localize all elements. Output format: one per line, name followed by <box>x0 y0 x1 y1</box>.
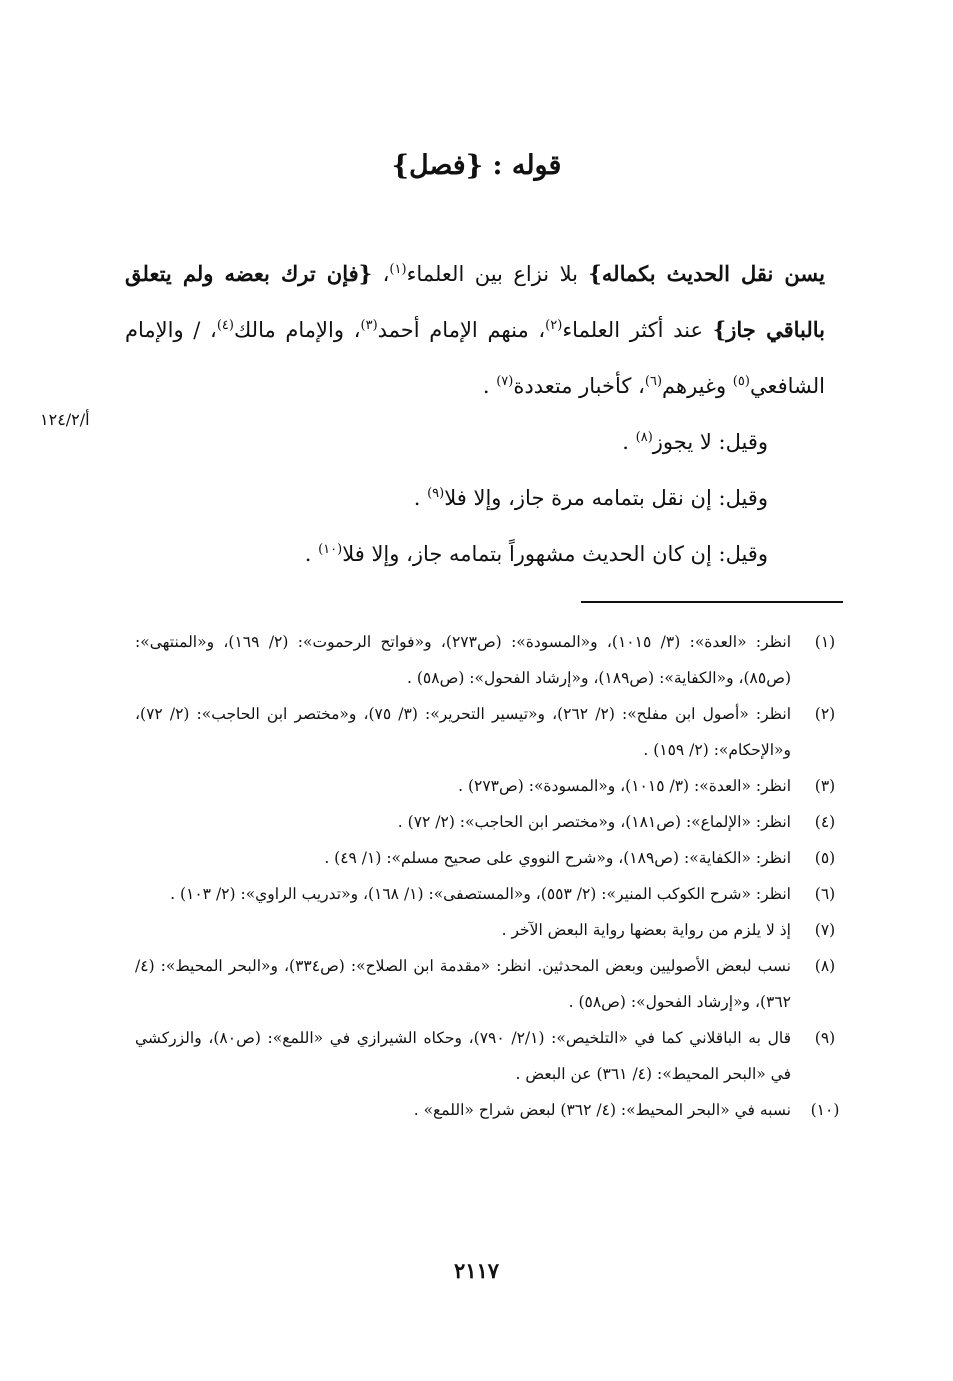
text-span: وقيل: لا يجوز <box>652 430 768 454</box>
text-span: . <box>482 374 497 398</box>
footnote-number: (٨) <box>814 957 836 975</box>
footnote-item <box>135 624 845 696</box>
text-span: ، كأخبار متعددة <box>513 374 645 398</box>
text-span: وغيرهم <box>662 374 733 398</box>
text-span: بلا نزاع بين العلماء <box>406 262 589 286</box>
footnote-number: (٣) <box>814 777 836 795</box>
footnote-number: (٥) <box>814 849 836 867</box>
paragraph-1 <box>125 244 825 412</box>
text-span: ، والإمام مالك <box>233 318 361 342</box>
footnote-text: انظر: «الإلماع»: (ص١٨١)، و«مختصر ابن الحاجب»: (٢/ ٧٢) . <box>397 813 791 831</box>
footnote-number: (٧) <box>814 921 836 939</box>
footnote-ref-5[interactable]: (٥) <box>732 374 750 389</box>
footnote-item <box>135 804 845 840</box>
footnote-ref-6[interactable]: (٦) <box>644 374 663 389</box>
section-heading: قوله : {فصل} <box>391 150 562 181</box>
bold-quote-1: يسن نقل الحديث بكماله} <box>588 261 825 286</box>
footnote-number: (٤) <box>814 813 836 831</box>
footnote-text: انظر: «شرح الكوكب المنير»: (٢/ ٥٥٣)، و«المستصفى»: (١/ ١٦٨)، و«تدريب الراوي»: (٢/ ١٠٣) . <box>170 885 791 903</box>
text-span: عند أكثر العلماء <box>562 318 713 342</box>
footnote-text: انظر: «الكفاية»: (ص١٨٩)، و«شرح النووي على صحيح مسلم»: (١/ ٤٩) . <box>324 849 791 867</box>
footnote-ref-8[interactable]: (٨) <box>635 430 653 445</box>
footnote-ref-1[interactable]: (١) <box>389 262 407 277</box>
footnote-text: انظر: «العدة»: (٣/ ١٠١٥)، و«المسودة»: (ص٢٧٣) . <box>458 777 791 795</box>
footnotes-list <box>135 624 845 1128</box>
manuscript-folio-note: أ/١٢٤/٢ <box>40 410 90 429</box>
footnote-number: (٦) <box>814 885 836 903</box>
footnote-text: انظر: «أصول ابن مفلح»: (٢/ ٢٦٢)، و«تيسير التحرير»: (٣/ ٧٥)، و«مختصر ابن الحاجب»: (٢/ ٧٢)، و«الإحكام»: (٢/ ١٥٩) . <box>135 705 792 759</box>
footnote-item <box>135 876 845 912</box>
footnote-number: (١) <box>814 633 836 651</box>
paragraph-2 <box>125 412 825 468</box>
footnote-item <box>135 768 845 804</box>
page-number: ٢١١٧ <box>453 1258 500 1283</box>
text-span: . <box>304 542 319 566</box>
footnote-text: نسبه في «البحر المحيط»: (٤/ ٣٦٢) لبعض شراح «اللمع» . <box>413 1101 791 1119</box>
footnote-text: نسب لبعض الأصوليين وبعض المحدثين. انظر: «مقدمة ابن الصلاح»: (ص٣٣٤)، و«البحر المحيط»: (٤/ ٣٦٢)، و«إرشاد الفحول»: (ص٥٨) . <box>135 957 791 1011</box>
text-span: وقيل: إن كان الحديث مشهوراً بتمامه جاز، وإلا فلا <box>342 542 768 566</box>
footnote-number: (١٠) <box>810 1101 840 1119</box>
text-span: ، منهم الإمام أحمد <box>377 318 546 342</box>
main-text <box>125 244 825 580</box>
footnote-ref-3[interactable]: (٣) <box>360 318 378 333</box>
footnote-item <box>135 696 845 768</box>
paragraph-3 <box>125 468 825 524</box>
footnote-item <box>135 912 845 948</box>
text-span: وقيل: إن نقل بتمامه مرة جاز، وإلا فلا <box>444 486 768 510</box>
footnote-ref-2[interactable]: (٢) <box>545 318 563 333</box>
bold-quote-2: {فإن ترك بعضه ولم يتعلق بالباقي جاز} <box>125 261 826 342</box>
text-span: ، / والإمام الشافعي <box>125 318 825 398</box>
footnote-text: إذ لا يلزم من رواية بعضها رواية البعض الآخر . <box>501 921 791 939</box>
footnote-item <box>135 840 845 876</box>
footnote-ref-7[interactable]: (٧) <box>496 374 514 389</box>
text-span: . <box>413 486 428 510</box>
footnote-number: (٩) <box>814 1029 836 1047</box>
text-span: ، <box>372 262 390 286</box>
footnote-item <box>135 1092 845 1128</box>
footnote-ref-9[interactable]: (٩) <box>427 486 445 501</box>
footnote-text: انظر: «العدة»: (٣/ ١٠١٥)، و«المسودة»: (ص٢٧٣)، و«فواتح الرحموت»: (٢/ ١٦٩)، و«المنتهى»: (ص٨٥)، و«الكفاية»: (ص١٨٩)، و«إرشاد الفحول»: (ص٥٨) . <box>135 633 792 687</box>
paragraph-4 <box>125 524 825 580</box>
footnote-number: (٢) <box>814 705 836 723</box>
footnote-item <box>135 1020 845 1092</box>
footnote-text: قال به الباقلاني كما في «التلخيص»: (٢/١/ ٧٩٠)، وحكاه الشيرازي في «اللمع»: (ص٨٠)، والزركشي في «البحر المحيط»: (٤/ ٣٦١) عن البعض . <box>135 1029 792 1083</box>
footnote-item <box>135 948 845 1020</box>
footnote-ref-4[interactable]: (٤) <box>216 318 234 333</box>
text-span: . <box>622 430 636 454</box>
footnote-ref-10[interactable]: (١٠) <box>318 542 343 557</box>
footnote-divider <box>581 601 843 603</box>
